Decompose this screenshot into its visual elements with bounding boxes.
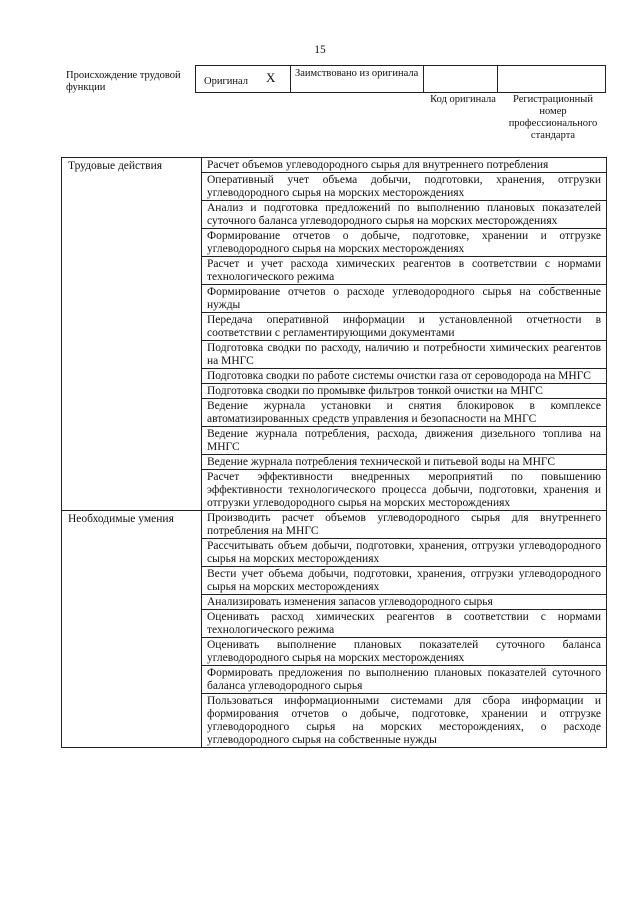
origin-table: [195, 65, 606, 93]
list-item: Формирование отчетов о добыче, подготовке, хранении и отгрузке углеводородного сырья на морских месторождениях: [202, 229, 607, 257]
page-number: 15: [314, 44, 326, 56]
list-item: Формировать предложения по выполнению плановых показателей суточного баланса углеводородного сырья: [202, 666, 607, 694]
table-row: [62, 158, 607, 173]
list-item: Расчет объемов углеводородного сырья для внутреннего потребления: [202, 158, 607, 173]
list-item: Подготовка сводки по работе системы очистки газа от сероводорода на МНГС: [202, 369, 607, 384]
reg-number-cell: [498, 66, 605, 92]
section-title: Необходимые умения: [62, 511, 202, 748]
original-cell: [196, 66, 291, 92]
list-item: Оценивать расход химических реагентов в соответствии с нормами технологического режима: [202, 610, 607, 638]
code-cell: [424, 66, 498, 92]
list-item: Оперативный учет объема добычи, подготовки, хранения, отгрузки углеводородного сырья на морских месторождениях: [202, 173, 607, 201]
list-item: Анализ и подготовка предложений по выполнению плановых показателей суточного баланса углеводородного сырья на морских месторождениях: [202, 201, 607, 229]
list-item: Оценивать выполнение плановых показателей суточного баланса углеводородного сырья на морских месторождениях: [202, 638, 607, 666]
list-item: Ведение журнала потребления, расхода, движения дизельного топлива на МНГС: [202, 427, 607, 455]
list-item: Формирование отчетов о расходе углеводородного сырья на собственные нужды: [202, 285, 607, 313]
list-item: Вести учет объема добычи, подготовки, хранения, отгрузки углеводородного сырья на морских месторождениях: [202, 567, 607, 595]
list-item: Производить расчет объемов углеводородного сырья для внутреннего потребления на МНГС: [202, 511, 607, 539]
borrowed-label: Заимствовано из оригинала: [295, 68, 419, 79]
table-row: [62, 511, 607, 539]
main-table: [61, 157, 607, 748]
code-caption: Код оригинала: [430, 94, 496, 105]
list-item: Пользоваться информационными системами для сбора информации и формирования отчетов о добыче, подготовке, хранении и отгрузке углеводородного сырья на морских месторождениях, о расходе углеводородного сырья на собственные нужды: [202, 694, 607, 748]
list-item: Анализировать изменения запасов углеводородного сырья: [202, 595, 607, 610]
origin-label: Происхождение трудовой функции: [66, 70, 181, 93]
section-title: Трудовые действия: [62, 158, 202, 511]
original-mark: X: [266, 70, 276, 85]
list-item: Рассчитывать объем добычи, подготовки, хранения, отгрузки углеводородного сырья на морских месторождениях: [202, 539, 607, 567]
list-item: Расчет и учет расхода химических реагентов в соответствии с нормами технологического режима: [202, 257, 607, 285]
list-item: Передача оперативной информации и установленной отчетности в соответствии с регламентирующими документами: [202, 313, 607, 341]
list-item: Подготовка сводки по расходу, наличию и потребности химических реагентов на МНГС: [202, 341, 607, 369]
list-item: Ведение журнала установки и снятия блокировок в комплексе автоматизированных средств управления и безопасности на МНГС: [202, 399, 607, 427]
list-item: Ведение журнала потребления технической и питьевой воды на МНГС: [202, 455, 607, 470]
list-item: Подготовка сводки по промывке фильтров тонкой очистки на МНГС: [202, 384, 607, 399]
reg-number-caption: Регистрационный номер профессионального стандарта: [508, 94, 598, 141]
borrowed-cell: [291, 66, 424, 92]
original-label: Оригинал: [204, 76, 248, 87]
list-item: Расчет эффективности внедренных мероприятий по повышению эффективности технологического процесса добычи, подготовки, хранения и отгрузки углеводородного сырья на морских месторождениях: [202, 470, 607, 511]
